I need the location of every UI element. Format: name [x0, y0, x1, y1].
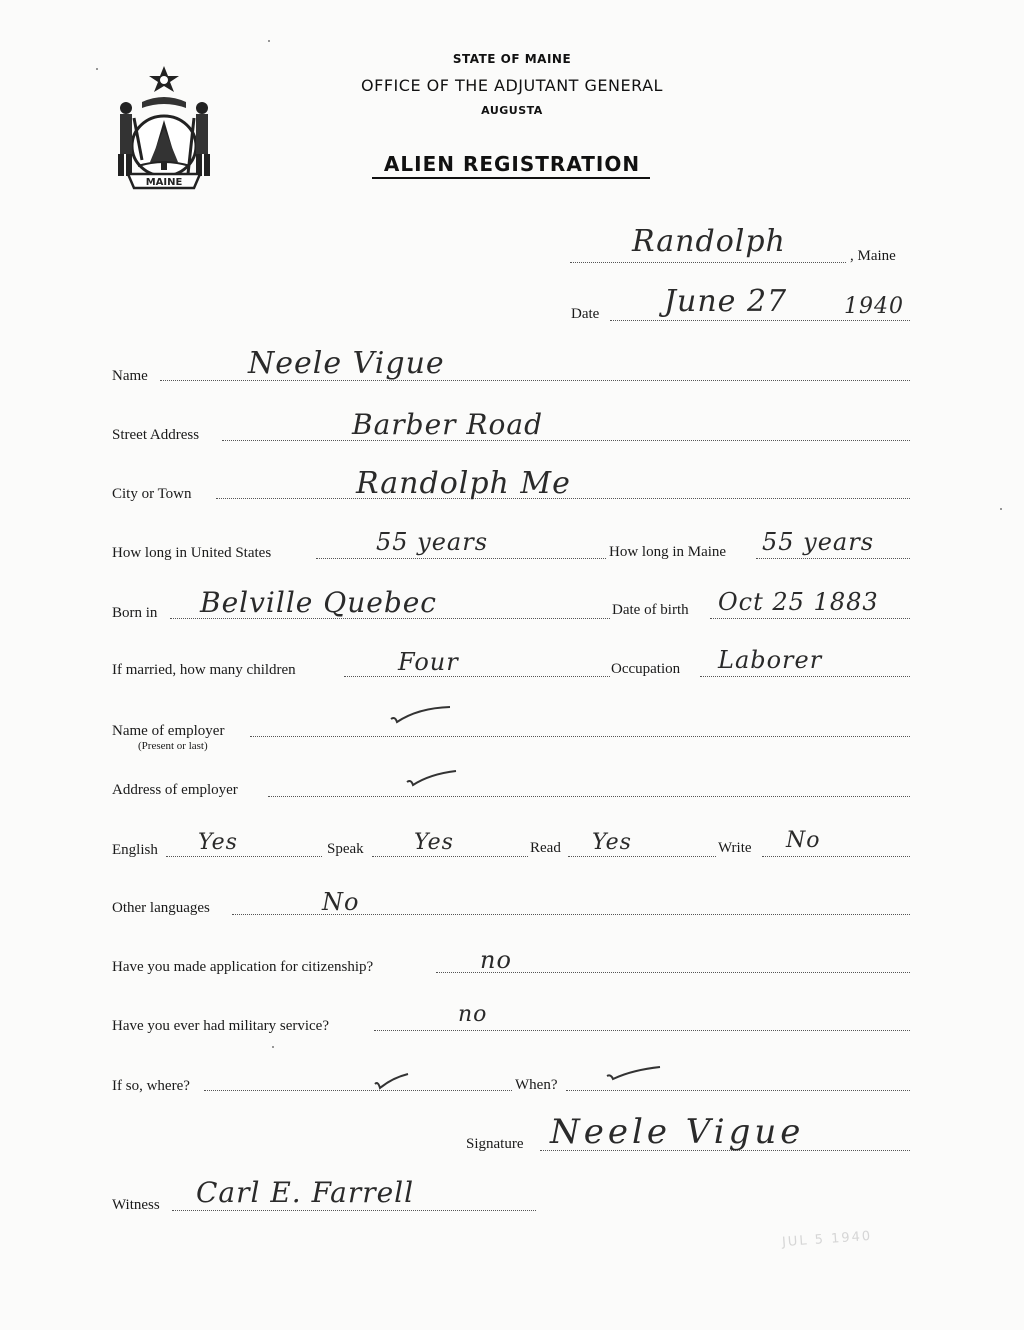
witness-label: Witness [112, 1197, 160, 1213]
how-long-us-value: 55 years [376, 528, 489, 556]
employer-address-label: Address of employer [112, 782, 238, 798]
how-long-us-line [316, 558, 606, 559]
name-value: Neele Vigue [248, 346, 445, 381]
when-line [566, 1090, 910, 1091]
speck [96, 68, 98, 70]
where-check-mark [372, 1070, 412, 1092]
maine-label: , Maine [850, 248, 896, 264]
how-long-us-label: How long in United States [112, 545, 272, 561]
military-line [374, 1030, 910, 1031]
signature-value: Neele Vigue [550, 1112, 805, 1152]
write-label: Write [718, 840, 752, 856]
office-heading: OFFICE OF THE ADJUTANT GENERAL [361, 76, 663, 95]
write-value: No [786, 828, 821, 853]
english-line [166, 856, 322, 857]
speck [1000, 508, 1002, 510]
if-so-where-label: If so, where? [112, 1078, 190, 1094]
speck [268, 40, 270, 42]
military-label: Have you ever had military service? [112, 1018, 329, 1034]
street-address-label: Street Address [112, 427, 200, 443]
citizenship-value: no [480, 946, 512, 974]
title-underline [372, 177, 650, 179]
date-label: Date [571, 306, 600, 322]
citizenship-label: Have you made application for citizenship? [112, 959, 374, 975]
city-heading: AUGUSTA [481, 104, 543, 117]
when-check-mark [604, 1064, 664, 1084]
english-label: English [112, 842, 158, 858]
date-value: June 27 [664, 284, 788, 319]
how-long-maine-label: How long in Maine [609, 544, 727, 560]
other-languages-label: Other languages [112, 900, 210, 916]
read-label: Read [530, 840, 561, 856]
occupation-value: Laborer [718, 646, 823, 674]
employer-address-check-mark [404, 768, 460, 790]
write-line [762, 856, 910, 857]
received-stamp: JUL 5 1940 [781, 1228, 873, 1251]
city-value: Randolph Me [356, 466, 571, 501]
form-title: ALIEN REGISTRATION [383, 152, 641, 176]
speak-value: Yes [414, 830, 454, 855]
when-label: When? [515, 1077, 558, 1093]
speak-line [372, 856, 528, 857]
occupation-label: Occupation [611, 661, 681, 677]
children-label: If married, how many children [112, 662, 296, 678]
employer-name-label: Name of employer [112, 723, 225, 739]
employer-address-line [268, 796, 910, 797]
employer-name-check-mark [388, 704, 454, 726]
english-value: Yes [198, 830, 238, 855]
witness-value: Carl E. Farrell [196, 1176, 415, 1209]
svg-text:MAINE: MAINE [145, 177, 183, 188]
other-languages-value: No [322, 888, 360, 916]
witness-line [172, 1210, 536, 1211]
town-line [570, 262, 846, 263]
street-address-line [222, 440, 910, 441]
date-of-birth-label: Date of birth [612, 602, 689, 618]
military-value: no [458, 1002, 488, 1027]
employer-note: (Present or last) [138, 740, 208, 752]
how-long-maine-value: 55 years [762, 528, 875, 556]
date-of-birth-line [710, 618, 910, 619]
children-line [344, 676, 610, 677]
read-value: Yes [592, 830, 632, 855]
speak-label: Speak [327, 841, 364, 857]
town-value: Randolph [632, 224, 786, 259]
speck [272, 1046, 274, 1048]
occupation-line [700, 676, 910, 677]
street-address-value: Barber Road [352, 408, 543, 441]
employer-name-line [250, 736, 910, 737]
state-heading: STATE OF MAINE [452, 52, 572, 66]
read-line [568, 856, 716, 857]
born-in-value: Belville Quebec [200, 586, 437, 619]
year-value: 1940 [844, 294, 904, 319]
date-of-birth-value: Oct 25 1883 [718, 588, 879, 616]
born-in-label: Born in [112, 605, 158, 621]
if-so-where-line [204, 1090, 512, 1091]
name-label: Name [112, 368, 148, 384]
signature-label: Signature [466, 1136, 524, 1152]
children-value: Four [398, 648, 459, 676]
how-long-maine-line [756, 558, 910, 559]
date-line [610, 320, 910, 321]
city-label: City or Town [112, 486, 192, 502]
